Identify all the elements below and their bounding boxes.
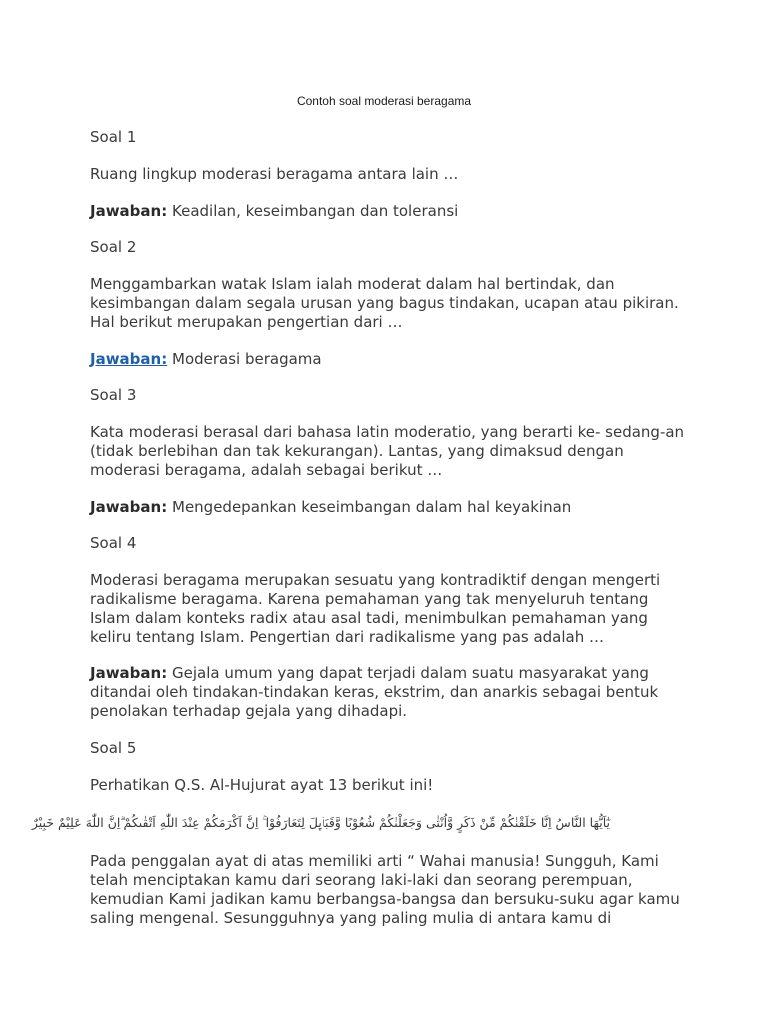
answer-text: Gejala umum yang dapat terjadi dalam suatu masyarakat yang ditandai oleh tindakan-tindakan keras, ekstrim, dan anarkis sebagai bentuk penolakan terhadap gejala yang dihadapi. [90,664,659,720]
answer-label: Jawaban: [90,201,168,220]
answer-text: Moderasi beragama [167,349,322,368]
question-label: Soal 5 [90,738,137,757]
answer-link[interactable]: Jawaban: [90,349,168,368]
question-label: Soal 2 [90,238,137,257]
question-label: Soal 1 [90,128,137,146]
answer-paragraph [90,498,690,517]
question-text: Ruang lingkup moderasi beragama antara lain … [90,164,459,183]
question-label: Soal 4 [90,534,137,553]
answer-paragraph [90,350,690,369]
answer-label: Jawaban: [90,497,168,516]
verse-translation: Pada penggalan ayat di atas memiliki arti “ Wahai manusia! Sungguh, Kami telah menciptakan kamu dari seorang laki-laki dan seorang perempuan, kemudian Kami jadikan kamu berbangsa-bangsa dan bersuku-suku agar kamu saling mengenal. Sesungguhnya yang paling mulia di antara kamu di [90,852,680,927]
answer-text: Keadilan, keseimbangan dan toleransi [167,201,459,220]
document-content [31,128,690,946]
question-text: Menggambarkan watak Islam ialah moderat dalam hal bertindak, dan kesimbangan dalam segala urusan yang bagus tindakan, ucapan atau pikiran. Hal berikut merupakan pengertian dari … [90,275,679,331]
document-title: Contoh soal moderasi beragama [296,94,472,108]
question-text: Perhatikan Q.S. Al-Hujurat ayat 13 berikut ini! [90,775,434,794]
question-text: Moderasi beragama merupakan sesuatu yang kontradiktif dengan mengerti radikalisme beragama. Karena pemahaman yang tak menyeluruh tentang Islam dalam konteks radix atau asal tadi, menimbulkan pemahaman yang keliru tentang Islam. Pengertian dari radikalisme yang pas adalah … [90,571,661,646]
question-text: Kata moderasi berasal dari bahasa latin moderatio, yang berarti ke- sedang-an (tidak berlebihan dan tak kekurangan). Lantas, yang dimaksud dengan moderasi beragama, adalah sebagai berikut … [90,423,685,479]
answer-paragraph [90,202,690,221]
arabic-verse: يٰٓاَيُّهَا النَّاسُ اِنَّا خَلَقْنٰكُمْ مِّنْ ذَكَرٍ وَّاُنْثٰى وَجَعَلْنٰكُمْ شُعُوْبًا وَّقَبَاۤىِٕلَ لِتَعَارَفُوْا ۚ اِنَّ اَكْرَمَكُمْ عِنْدَ اللّٰهِ اَتْقٰىكُمْ ۗاِنَّ اللّٰهَ عَلِيْمٌ خَبِيْرٌ [31,815,610,831]
answer-label: Jawaban: [90,664,168,683]
question-label: Soal 3 [90,386,137,405]
answer-paragraph [90,664,690,720]
answer-text: Mengedepankan keseimbangan dalam hal keyakinan [167,497,572,516]
